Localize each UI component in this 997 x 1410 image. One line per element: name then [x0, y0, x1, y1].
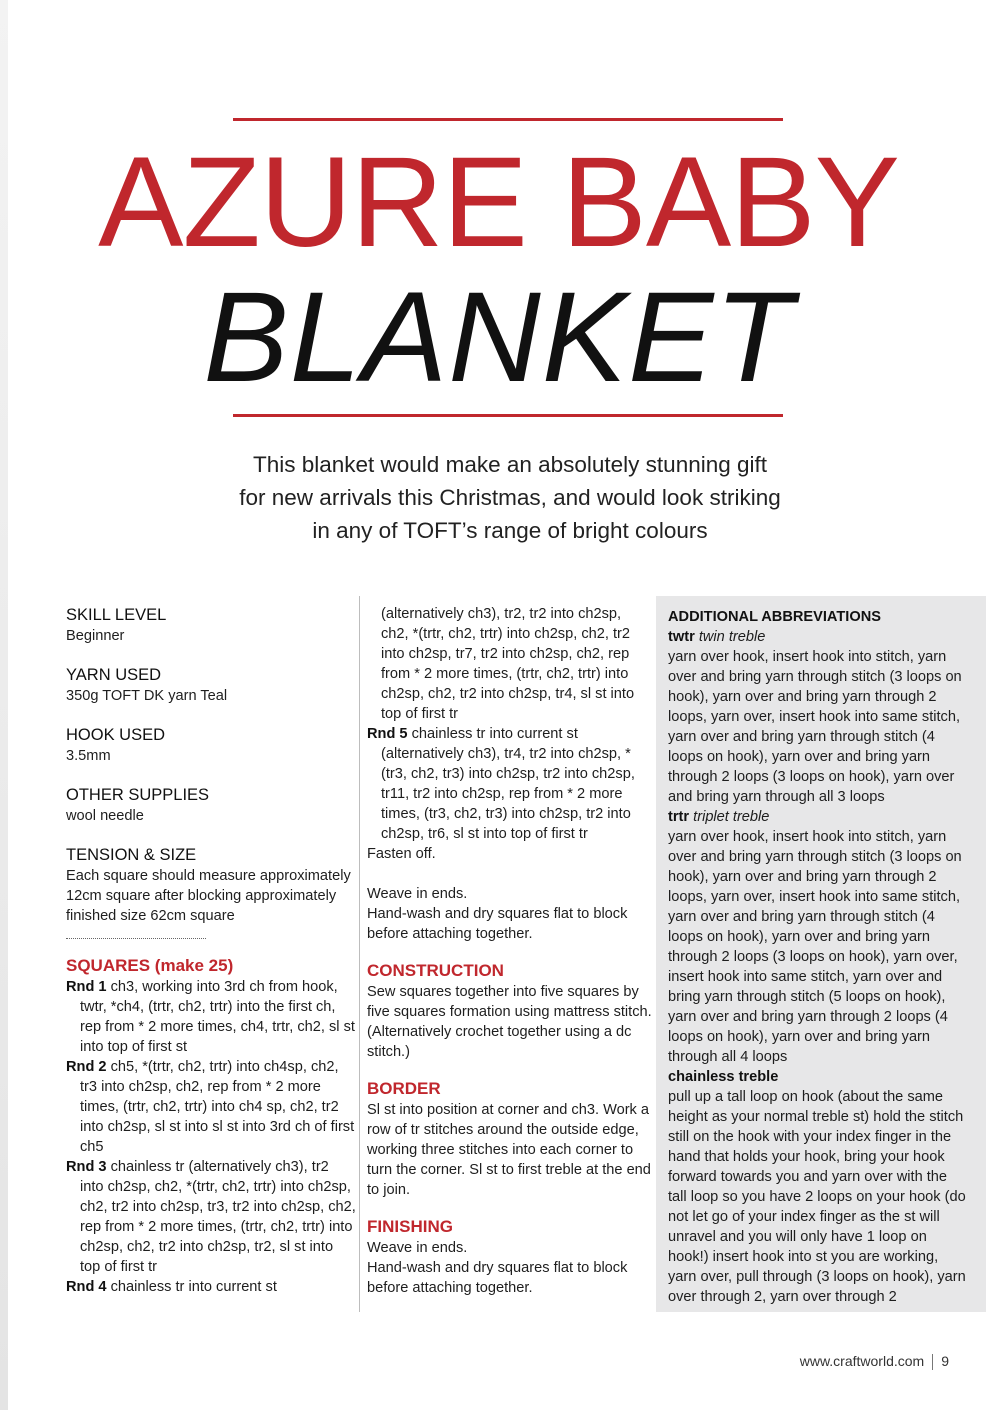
abbr-term [668, 1067, 968, 1087]
title-line-1: AZURE BABY [98, 131, 899, 274]
abbr-code: twtr [668, 629, 695, 645]
round-4-continued: (alternatively ch3), tr2, tr2 into ch2sp, ch2, *(trtr, ch2, trtr) into ch2sp, ch2, tr2 into ch2sp, tr7, tr2 into ch2sp, ch2, rep from * 2 more times, (trtr, ch2, trtr) into ch2sp, ch2, tr2 into ch2sp, tr4, sl st into top of first tr [381, 606, 635, 722]
round-label: Rnd 3 [66, 1159, 107, 1175]
page-number: 9 [941, 1353, 949, 1369]
finishing-heading: FINISHING [367, 1217, 453, 1236]
title-rule-top [233, 118, 783, 121]
detail-value: 350g TOFT DK yarn Teal [66, 688, 228, 704]
fasten-off-text: Fasten off. [367, 846, 436, 862]
detail-heading: YARN USED [66, 666, 162, 684]
spacer [367, 1200, 652, 1216]
intro-line: in any of TOFT’s range of bright colours [312, 518, 708, 543]
detail-value: Beginner [66, 628, 125, 644]
abbr-term [668, 627, 968, 647]
round-3 [66, 1157, 356, 1277]
detail-value: 3.5mm [66, 748, 111, 764]
round-label: Rnd 5 [367, 726, 408, 742]
squares-heading: SQUARES (make 25) [66, 956, 234, 975]
spacer [367, 944, 652, 960]
spacer [367, 864, 652, 884]
intro-text [200, 448, 820, 547]
round-1 [66, 977, 356, 1057]
dotted-divider [66, 930, 206, 939]
detail-heading: OTHER SUPPLIES [66, 786, 210, 804]
round-text: ch5, *(trtr, ch2, trtr) into ch4sp, ch2, tr3 into ch2sp, ch2, rep from * 2 more times, (trtr, ch2, trtr) into ch4 sp, ch2, tr2 into ch2sp, sl st into sl st into 3rd ch of first ch5 [80, 1059, 355, 1155]
construction-heading: CONSTRUCTION [367, 961, 504, 980]
construction-text: Sew squares together into five squares by five squares formation using mattress stitch. [367, 984, 652, 1020]
wash-text: Hand-wash and dry squares flat to block before attaching together. [367, 906, 628, 942]
column-materials [66, 604, 356, 1297]
detail-heading: HOOK USED [66, 726, 166, 744]
footer-website: www.craftworld.com [799, 1353, 925, 1369]
abbr-description: yarn over hook, insert hook into stitch, yarn over and bring yarn through stitch (3 loops on hook), yarn over and bring yarn through 2 loops, yarn over, insert hook into same stitch, yarn over and bring yarn through stitch (4 loops on hook), yarn over and bring yarn through 2 loops (3 loops on hook), yarn over, insert hook into same stitch, yarn over and bring yarn through stitch (5 loops on hook), yarn over and bring yarn through 2 loops (4 loops on hook), yarn over and bring yarn through all 4 loops [668, 829, 962, 1065]
abbr-name: triplet treble [693, 809, 770, 825]
detail-hook-used [66, 724, 356, 766]
round-2 [66, 1057, 356, 1157]
construction-alt: (Alternatively crochet together using a dc stitch.) [367, 1024, 632, 1060]
title-rule-bottom [233, 414, 783, 417]
round-text: chainless tr into current st (alternatively ch3), tr4, tr2 into ch2sp, *(tr3, ch2, tr3) into ch2sp, tr2 into ch2sp, tr11, tr2 into ch2sp, rep from * 2 more times, (tr3, ch2, tr3) into ch2sp, tr2 into ch2sp, tr6, sl st into top of first tr [381, 726, 635, 842]
border-text: Sl st into position at corner and ch3. Work a row of tr stitches around the outside edge, working three stitches into each corner to turn the corner. Sl st to first treble at the end to join. [367, 1102, 651, 1198]
page-footer [800, 1353, 949, 1370]
abbreviations-panel [656, 596, 986, 1312]
detail-value: Each square should measure approximately 12cm square after blocking approximately finished size 62cm square [66, 868, 351, 924]
round-text: chainless tr into current st [110, 1279, 277, 1295]
abbr-description: pull up a tall loop on hook (about the same height as your normal treble st) hold the stitch still on the hook with your index finger in the hand that holds your hook, bring your hook forward towards you and yarn over with the tall loop so you have 2 loops on your hook (do not let go of your index finger as the st will unravel and you will only have 1 loop on hook!) insert hook into st you are working, yarn over, pull through (3 loops on hook), yarn over through 2, yarn over through 2 [668, 1089, 966, 1305]
intro-line: for new arrivals this Christmas, and would look striking [239, 485, 781, 510]
weave-text: Weave in ends. [367, 886, 468, 902]
footer-separator [932, 1354, 933, 1370]
abbr-description: yarn over hook, insert hook into stitch, yarn over and bring yarn through stitch (3 loops on hook), yarn over and bring yarn through 2 loops, yarn over, insert hook into same stitch, yarn over and bring yarn through stitch (4 loops on hook), yarn over and bring yarn through 2 loops (3 loops on hook), yarn over and bring yarn through all 3 loops [668, 649, 962, 805]
detail-heading: TENSION & SIZE [66, 846, 197, 864]
round-text: chainless tr (alternatively ch3), tr2 into ch2sp, ch2, *(trtr, ch2, trtr) into ch2sp, ch2, tr2 into ch2sp, tr3, tr2 into ch2sp, ch2, rep from * 2 more times, (trtr, ch2, trtr) into ch2sp, ch2, tr2 into ch2sp, tr2, sl st into top of first tr [80, 1159, 356, 1275]
round-label: Rnd 2 [66, 1059, 107, 1075]
round-4 [66, 1277, 356, 1297]
abbr-code: chainless treble [668, 1069, 779, 1085]
detail-value: wool needle [66, 808, 144, 824]
round-label: Rnd 1 [66, 979, 107, 995]
round-5 [367, 724, 652, 844]
detail-heading: SKILL LEVEL [66, 606, 167, 624]
finishing-weave: Weave in ends. [367, 1240, 468, 1256]
round-label: Rnd 4 [66, 1279, 107, 1295]
abbreviations-heading: ADDITIONAL ABBREVIATIONS [668, 609, 881, 625]
detail-other-supplies [66, 784, 356, 826]
abbr-term [668, 807, 968, 827]
spacer [367, 1062, 652, 1078]
abbr-code: trtr [668, 809, 690, 825]
intro-line: This blanket would make an absolutely stunning gift [252, 452, 768, 477]
detail-tension-size [66, 844, 356, 926]
column-instructions [367, 604, 652, 1298]
title-line-2: BLANKET [203, 266, 794, 409]
finishing-wash: Hand-wash and dry squares flat to block before attaching together. [367, 1260, 628, 1296]
column-divider [359, 596, 360, 1312]
abbr-name: twin treble [698, 629, 766, 645]
round-text: ch3, working into 3rd ch from hook, twtr, *ch4, (trtr, ch2, trtr) into the first ch, rep from * 2 more times, ch4, trtr, ch2, sl st into top of first st [80, 979, 355, 1055]
border-heading: BORDER [367, 1079, 441, 1098]
detail-yarn-used [66, 664, 356, 706]
detail-skill-level [66, 604, 356, 646]
